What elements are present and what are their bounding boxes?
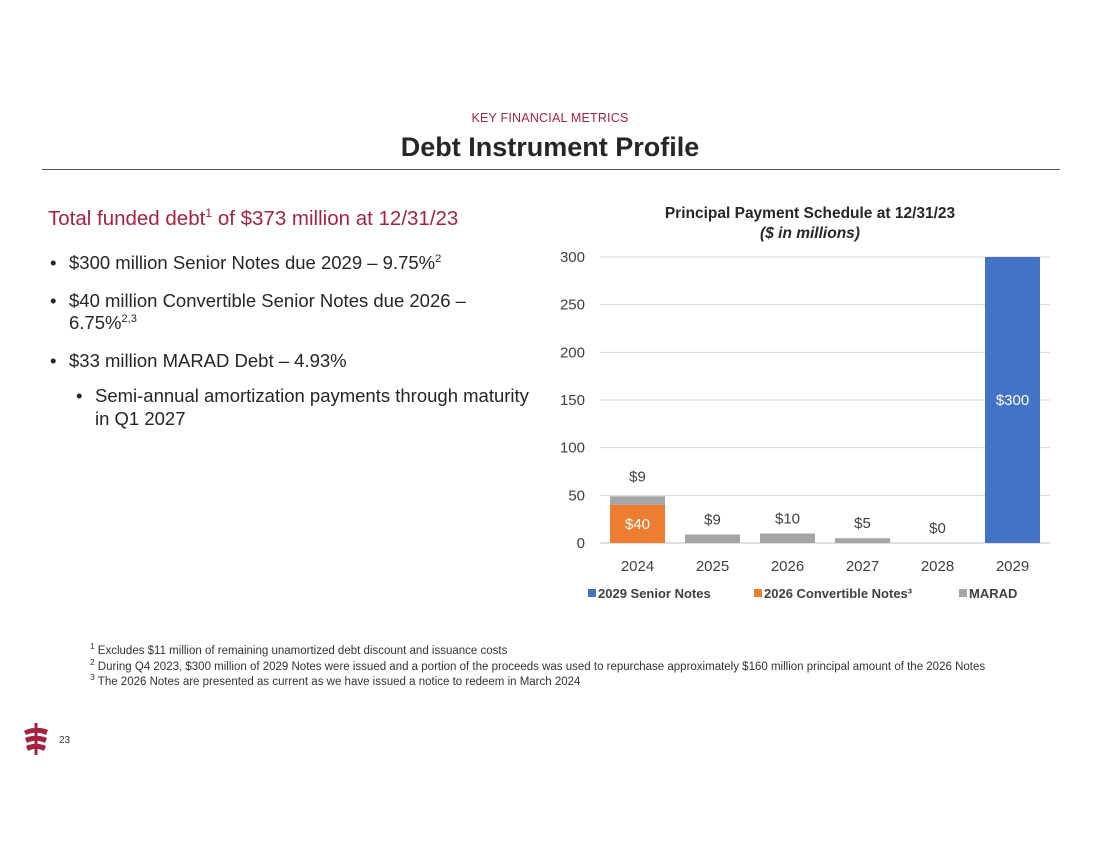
bullet-convertible-notes	[50, 290, 530, 335]
legend-label: 2026 Convertible Notes³	[764, 586, 913, 601]
page-title: Debt Instrument Profile	[400, 132, 700, 162]
title-divider	[42, 169, 1060, 170]
bullet-marad-debt	[50, 350, 530, 373]
legend-label: 2029 Senior Notes	[598, 586, 711, 601]
chart-title: Principal Payment Schedule at 12/31/23	[664, 205, 956, 222]
data-label: $9	[629, 468, 646, 486]
bullet-text: $33 million MARAD Debt – 4.93%	[69, 349, 347, 371]
y-tick-label: 200	[559, 344, 585, 362]
footnote-text: Excludes $11 million of remaining unamortized debt discount and issuance costs	[97, 645, 508, 657]
x-tick-label: 2027	[845, 558, 880, 575]
sub-bullet-amortization	[76, 385, 530, 430]
bullet-footnote-ref: 2,3	[121, 312, 137, 325]
footnote-text: During Q4 2023, $300 million of 2029 Notes were issued and a portion of the proceeds was used to repurchase approximately $160 million principal amount of the 2026 Notes	[97, 660, 986, 673]
headline-footnote-ref: 1	[205, 206, 213, 221]
footnote-3	[90, 672, 990, 689]
x-tick-label: 2029	[995, 558, 1030, 575]
bar-segment	[760, 533, 815, 543]
footnote-1	[90, 641, 990, 658]
summary-headline	[48, 207, 458, 231]
footnote-marker: 2	[90, 656, 95, 667]
data-label: $9	[704, 511, 721, 529]
footnotes	[90, 641, 990, 693]
bullet-senior-notes	[50, 252, 530, 275]
data-label: $10	[774, 510, 801, 528]
headline-text-end: of $373 million at 12/31/23	[212, 207, 459, 230]
legend-label: MARAD	[969, 586, 1018, 601]
chart-title-block	[560, 204, 1060, 244]
data-label: $40	[624, 515, 651, 533]
footnote-text: The 2026 Notes are presented as current as we have issued a notice to redeem in March 2024	[97, 676, 581, 688]
bullet-text: Semi-annual amortization payments through maturity in Q1 2027	[95, 385, 529, 429]
legend-swatch	[754, 589, 762, 597]
footnote-marker: 1	[90, 641, 95, 652]
page-number: 23	[59, 735, 71, 746]
headline-text: Total funded debt	[48, 207, 206, 230]
y-tick-label: 50	[568, 487, 585, 505]
bullet-footnote-ref: 2	[435, 252, 442, 265]
x-tick-label: 2024	[620, 558, 655, 575]
section-kicker: KEY FINANCIAL METRICS	[471, 111, 629, 125]
y-tick-label: 300	[559, 249, 585, 266]
bullet-text: $40 million Convertible Senior Notes due 2026 – 6.75%	[69, 289, 466, 333]
bar-segment	[685, 534, 740, 543]
x-tick-label: 2028	[920, 558, 955, 575]
data-label: $0	[929, 520, 946, 537]
x-tick-label: 2026	[770, 558, 805, 575]
principal-payment-chart	[540, 240, 1060, 620]
footnote-2	[90, 656, 990, 674]
legend-swatch	[588, 589, 596, 597]
y-tick-label: 150	[559, 392, 585, 409]
chart-subtitle: ($ in millions)	[760, 225, 860, 242]
y-tick-label: 250	[559, 296, 585, 314]
y-tick-label: 100	[559, 439, 585, 457]
legend-swatch	[959, 589, 967, 597]
bar-segment	[610, 496, 665, 505]
bullet-text: $300 million Senior Notes due 2029 – 9.75%	[69, 252, 436, 273]
data-label: $5	[854, 515, 871, 533]
company-logo-icon	[20, 722, 52, 756]
y-tick-label: 0	[576, 535, 585, 552]
bar-segment	[835, 538, 890, 543]
data-label: $300	[995, 392, 1030, 409]
x-tick-label: 2025	[695, 558, 730, 575]
footnote-marker: 3	[90, 672, 95, 683]
debt-bullets	[50, 252, 530, 445]
